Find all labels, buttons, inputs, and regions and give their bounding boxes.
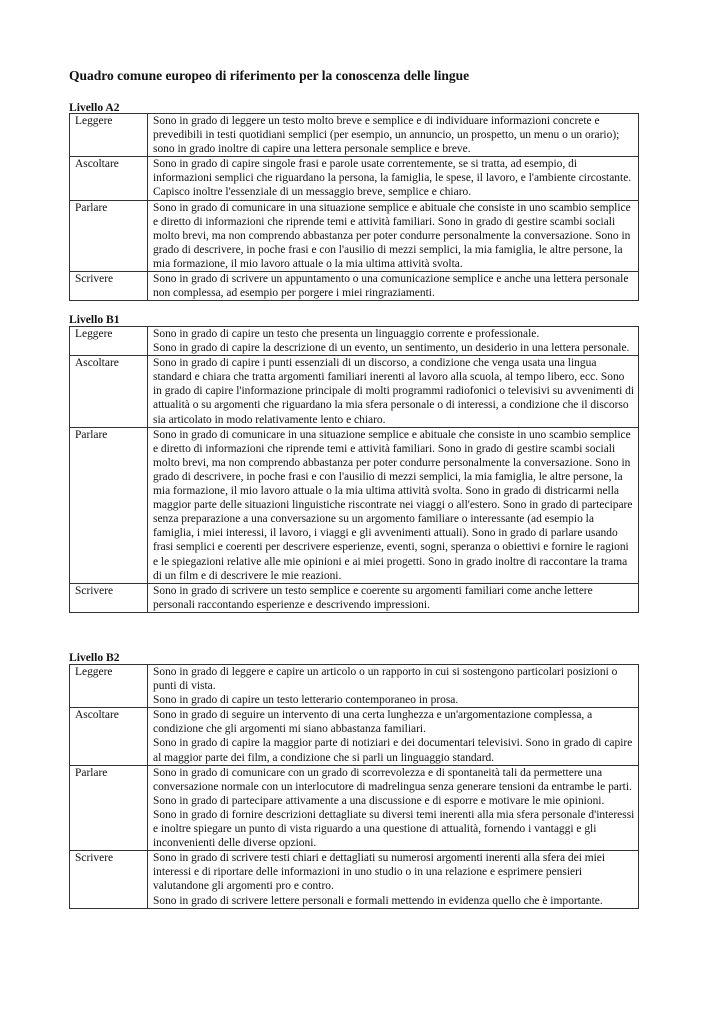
description-paragraph: Sono in grado di leggere un testo molto breve e semplice e di individuare informazioni concrete e prevedibili in testi quotidiani semplici (per esempio, un annuncio, un prospetto, un menu o un orario); sono in grado inoltre di capire una lettera personale semplice e breve. (153, 115, 620, 156)
description-paragraph: Sono in grado di scrivere un testo semplice e coerente su argomenti familiari come anche lettere personali raccontando esperienze e descrivendo impressioni. (153, 584, 593, 611)
description-paragraph: Sono in grado di seguire un intervento di una certa lunghezza e un'argomentazione complessa, a condizione che gli argomenti mi siano abbastanza familiari. (153, 709, 593, 736)
table-row (70, 272, 639, 301)
description-paragraph: Sono in grado di capire la descrizione di un evento, un sentimento, un desiderio in una lettera personale. (153, 342, 630, 355)
description-paragraph: Sono in grado di comunicare con un grado di scorrevolezza e di spontaneità tali da permettere una conversazione normale con un interlocutore di madrelingua senza generare tensioni da entrambe le parti. Sono in grado di partecipare attivamente a una discussione e di esporre e motivare le mie opinioni. (153, 766, 632, 807)
table-row (70, 327, 639, 356)
skill-description (148, 765, 639, 851)
table-row (70, 765, 639, 851)
skill-label: Ascoltare (70, 708, 148, 765)
table-row (70, 583, 639, 612)
description-paragraph: Sono in grado di scrivere lettere personali e formali mettendo in evidenza quello che è importante. (153, 894, 603, 907)
table-row (70, 114, 639, 157)
skill-description (148, 200, 639, 271)
level-table-a2 (69, 113, 639, 301)
description-paragraph: Sono in grado di capire singole frasi e parole usate correntemente, se si tratta, ad esempio, di informazioni semplici che riguardano la persona, la famiglia, le spese, il lavoro, e l'ambiente circostante. Capisco inoltre l'essenziale di un messaggio breve, semplice e chiaro. (153, 158, 632, 199)
skill-description (148, 356, 639, 427)
skill-description (148, 665, 639, 708)
skill-description (148, 851, 639, 908)
table-row (70, 200, 639, 271)
document-title: Quadro comune europeo di riferimento per la conoscenza delle lingue (69, 68, 470, 83)
level-heading-b2: Livello B2 (69, 651, 120, 664)
skill-description (148, 272, 639, 301)
skill-label: Ascoltare (70, 157, 148, 200)
description-paragraph: Sono in grado di comunicare in una situazione semplice e abituale che consiste in uno scambio semplice e diretto di informazioni che riprende temi e attività familiari. Sono in grado di gestire scambi sociali molto brevi, ma non comprendo abbastanza per poter condurre personalmente la conversazione. Sono in grado di descrivere, in poche frasi e con l'ausilio di mezzi semplici, la mia famiglia, le altre persone, la mia formazione, il mio lavoro attuale o la mia ultima attività svolta. Sono in grado di districarmi nella maggior parte delle situazioni linguistiche riscontrate nei viaggi o all'estero. Sono in grado di partecipare senza preparazione a una conversazione su un argomento familiare o interessante (ad esempio la famiglia, i miei interessi, il lavoro, i viaggi e gli avvenimenti attuali). Sono in grado di parlare usando frasi semplici e coerenti per descrivere esperienze, eventi, sogni, speranza o obiettivi e fornire le ragioni e le spiegazioni relative alle mie opinioni e ai miei progetti. Sono in grado inoltre di raccontare la trama di un film e di descrivere le mie reazioni. (153, 428, 633, 582)
skill-description (148, 327, 639, 356)
skill-label: Scrivere (70, 583, 148, 612)
level-table-b1 (69, 326, 639, 613)
description-paragraph: Sono in grado di fornire descrizioni dettagliate su diversi temi inerenti alla mia sfera personale d'interessi e inoltre spiegare un punto di vista riguardo a una questione di attualità, fornendo i vantaggi e gli inconvenienti delle diverse opzioni. (153, 808, 635, 850)
description-paragraph: Sono in grado di capire un testo letterario contemporaneo in prosa. (153, 694, 459, 707)
skill-label: Scrivere (70, 272, 148, 301)
table-row (70, 427, 639, 583)
skill-description (148, 583, 639, 612)
description-paragraph: Sono in grado di scrivere testi chiari e dettagliati su numerosi argomenti inerenti alla sfera dei miei interessi e di riportare delle informazioni in uno studio o in una relazione e esprimere pensieri valutandone gli argomenti pro e contro. (153, 852, 606, 893)
description-paragraph: Sono in grado di scrivere un appuntamento o una comunicazione semplice e anche una lettera personale non complessa, ad esempio per porgere i miei ringraziamenti. (153, 273, 629, 300)
skill-label: Leggere (70, 114, 148, 157)
table-row (70, 708, 639, 765)
table-row (70, 356, 639, 427)
description-paragraph: Sono in grado di leggere e capire un articolo o un rapporto in cui si sostengono particolari posizioni o punti di vista. (153, 666, 618, 693)
skill-label: Scrivere (70, 851, 148, 908)
table-row (70, 157, 639, 200)
level-heading-a2: Livello A2 (69, 101, 120, 114)
skill-label: Leggere (70, 665, 148, 708)
description-paragraph: Sono in grado di capire la maggior parte di notiziari e dei documentari televisivi. Sono in grado di capire al maggior parte dei film, a condizione che si parli un linguaggio standard. (153, 737, 633, 764)
skill-description (148, 157, 639, 200)
level-table-b2 (69, 664, 639, 909)
description-paragraph: Sono in grado di capire i punti essenziali di un discorso, a condizione che venga usata una lingua standard e chiara che tratta argomenti familiari inerenti al lavoro alla scuola, al tempo libero, ecc. Sono in grado di capire l'informazione principale di molti programmi radiofonici o televisivi su avvenimenti di attualità o su argomenti che riguardano la mia sfera personale o di interessi, a condizione che il discorso sia articolato in modo relativamente lento e chiaro. (153, 357, 635, 426)
skill-label: Parlare (70, 765, 148, 851)
table-row (70, 851, 639, 908)
description-paragraph: Sono in grado di capire un testo che presenta un linguaggio corrente e professionale. (153, 328, 540, 340)
table-row (70, 665, 639, 708)
skill-description (148, 427, 639, 583)
skill-label: Parlare (70, 200, 148, 271)
skill-label: Ascoltare (70, 356, 148, 427)
description-paragraph: Sono in grado di comunicare in una situazione semplice e abituale che consiste in uno scambio semplice e diretto di informazioni che riprende temi e attività familiari. Sono in grado di gestire scambi sociali molto brevi, ma non comprendo abbastanza per poter condurre personalmente la conversazione. Sono in grado di descrivere, in poche frasi e con l'ausilio di mezzi semplici, la mia famiglia, le altre persone, la mia formazione, il mio lavoro attuale o la mia ultima attività svolta. (153, 201, 631, 270)
skill-label: Leggere (70, 327, 148, 356)
skill-label: Parlare (70, 427, 148, 583)
level-heading-b1: Livello B1 (69, 313, 120, 326)
skill-description (148, 708, 639, 765)
skill-description (148, 114, 639, 157)
